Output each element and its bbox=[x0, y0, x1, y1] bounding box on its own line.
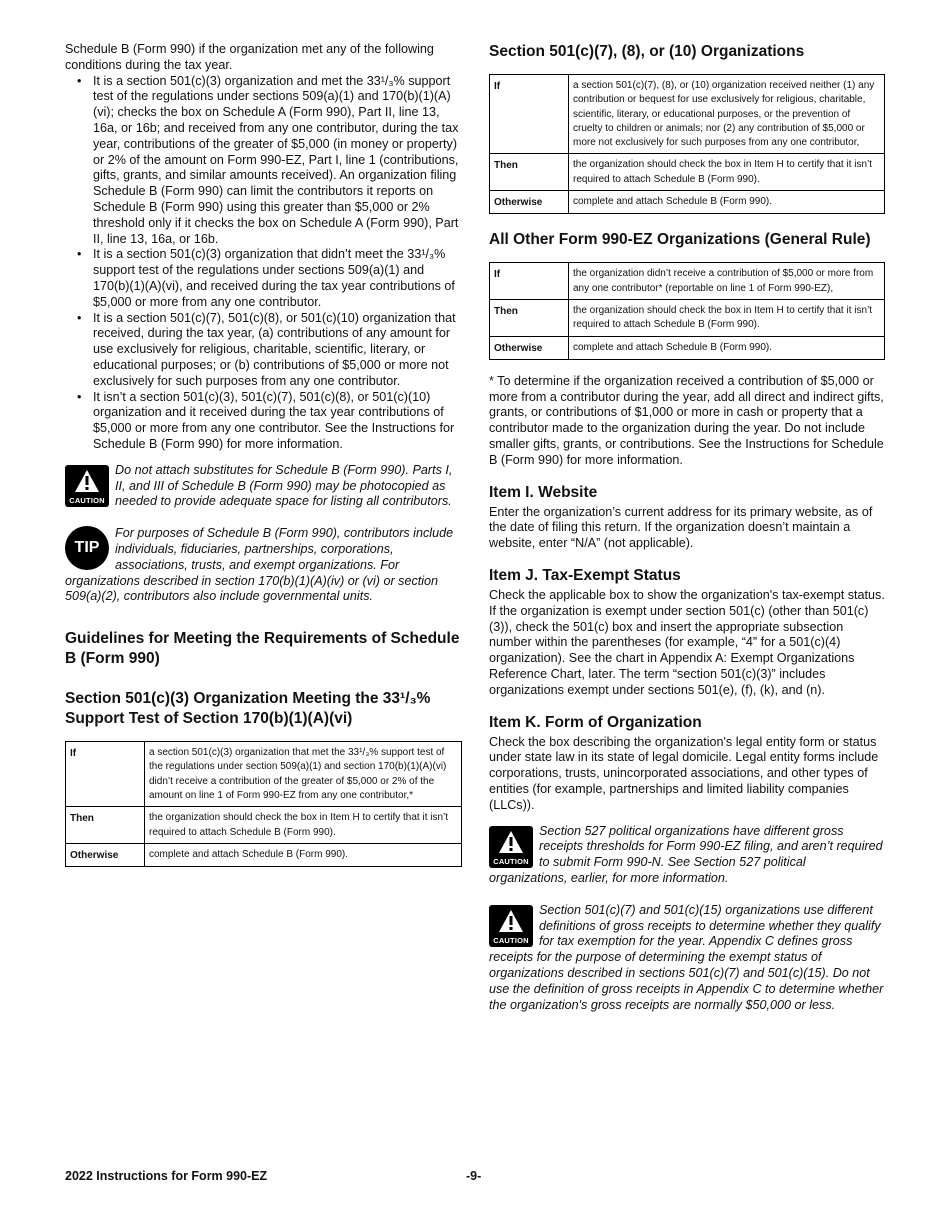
501c3-if-then-table bbox=[65, 741, 462, 867]
list-item: • It is a section 501(c)(3) organization and met the 33¹/₃% support test of the regulations under sections 509(a)(1) and 170(b)(1)(A)(vi); checks the box on Schedule A (Form 990), Part II, line 13, 16a, or 16b; and received from any one contributor, during the tax year, contributions of the greater of $5,000 (in money or property) or 2% of the amount on Form 990-EZ, Part I, line 1 (contributions, gifts, grants, and similar amounts received). An organization filing Schedule B (Form 990) can limit the contributors it reports on Schedule B (Form 990) using this greater than $5,000 or 2% threshold only if it checks the box on Schedule A (Form 990), Part II, line 13, 16a, or 16b. bbox=[93, 74, 462, 248]
all-other-heading: All Other Form 990-EZ Organizations (General Rule) bbox=[489, 231, 871, 249]
if-text: the organization didn’t receive a contribution of $5,000 or more from any one contributor* (reportable on line 1 of Form 990-EZ), bbox=[569, 263, 885, 300]
then-text: the organization should check the box in Item H to certify that it isn’t required to attach Schedule B (Form 990). bbox=[145, 807, 462, 844]
item-j-heading: Item J. Tax-Exempt Status bbox=[489, 567, 681, 585]
if-label: If bbox=[66, 742, 145, 807]
section-501c7-heading: Section 501(c)(7), (8), or (10) Organizations bbox=[489, 43, 805, 60]
otherwise-label: Otherwise bbox=[490, 191, 569, 214]
item-k-text: Check the box describing the organization's legal entity form or status under state law in its state of legal domicile. Legal entity forms include corporations, trusts, unincorporated associations, and other types of entities (for example, partnerships and limited liability companies (LLCs)). bbox=[489, 734, 879, 812]
page-number: -9- bbox=[466, 1169, 482, 1183]
otherwise-text: complete and attach Schedule B (Form 990). bbox=[145, 843, 462, 866]
if-label: If bbox=[490, 75, 569, 154]
caution-icon bbox=[65, 465, 109, 507]
caution-note-text: Do not attach substitutes for Schedule B (Form 990). Parts I, II, and III of Schedule B (Form 990) may be photocopied as needed to provide adequate space for listing all contributors. bbox=[115, 462, 453, 509]
list-item: • It isn’t a section 501(c)(3), 501(c)(7), 501(c)(8), or 501(c)(10) organization and it received during the tax year contributions of $5,000 or more from any one contributor. See the Instructions for Schedule B (Form 990) for more information. bbox=[93, 390, 462, 453]
tip-label: TIP bbox=[74, 539, 100, 557]
caution-label: CAUTION bbox=[493, 856, 529, 866]
item-k-heading: Item K. Form of Organization bbox=[489, 713, 702, 731]
then-label: Then bbox=[490, 299, 569, 336]
then-label: Then bbox=[490, 154, 569, 191]
caution-527-text: Section 527 political organizations have different gross receipts thresholds for Form 990-EZ filing, and aren’t required to submit Form 990-N. See Section 527 political organizations, earlier, for more information. bbox=[489, 823, 883, 885]
caution-501c7-block bbox=[489, 903, 885, 1014]
tip-icon bbox=[65, 526, 109, 570]
then-label: Then bbox=[66, 807, 145, 844]
tip-note-block bbox=[65, 526, 462, 605]
table-row bbox=[490, 154, 885, 191]
otherwise-text: complete and attach Schedule B (Form 990). bbox=[569, 336, 885, 359]
table-row bbox=[490, 336, 885, 359]
table-row bbox=[66, 843, 462, 866]
conditions-list bbox=[65, 74, 462, 453]
otherwise-label: Otherwise bbox=[490, 336, 569, 359]
footer-title: 2022 Instructions for Form 990-EZ bbox=[65, 1169, 268, 1183]
item-i-heading: Item I. Website bbox=[489, 483, 598, 501]
table-row bbox=[490, 75, 885, 154]
if-label: If bbox=[490, 263, 569, 300]
501c7-if-then-table bbox=[489, 74, 885, 214]
footnote: * To determine if the organization received a contribution of $5,000 or more from a contributor during the year, add all direct and indirect gifts, grants, or contributions of $1,000 or more in cash or property that a contributor made to the organization during the year. Do not include smaller gifts, grants, or contributions. See the Instructions for Schedule B (Form 990) for more information. bbox=[489, 373, 884, 467]
item-i-text: Enter the organization’s current address for its primary website, as of the date of filing this return. If the organization doesn’t maintain a website, enter “N/A” (not applicable). bbox=[489, 504, 873, 551]
caution-527-block bbox=[489, 824, 885, 887]
intro-paragraph: Schedule B (Form 990) if the organization met any of the following conditions during the tax year. bbox=[65, 42, 434, 72]
table-row bbox=[490, 263, 885, 300]
caution-label: CAUTION bbox=[69, 495, 105, 505]
otherwise-text: complete and attach Schedule B (Form 990). bbox=[569, 191, 885, 214]
list-item: • It is a section 501(c)(3) organization that didn’t meet the 33¹/₃% support test of the regulations under sections 509(a)(1) and 170(b)(1)(A)(vi), and received during the tax year contributions of $5,000 or more from any one contributor. bbox=[93, 247, 462, 310]
if-text: a section 501(c)(3) organization that met the 33¹/₃% support test of the regulations under section 509(a)(1) and section 170(b)(1)(A)(vi) didn’t receive a contribution of the greater of $5,000 or 2% of the amount on line 1 of Form 990-EZ from any one contributor,* bbox=[145, 742, 462, 807]
caution-icon bbox=[489, 905, 533, 947]
if-text: a section 501(c)(7), (8), or (10) organization received neither (1) any contribution or bequest for use exclusively for religious, charitable, scientific, literary, or educational purposes, or the prevention of cruelty to children or animals; nor (2) any contribution of $5,000 or more not exclusively for such purposes from any one contributor, bbox=[569, 75, 885, 154]
then-text: the organization should check the box in Item H to certify that it isn’t required to attach Schedule B (Form 990). bbox=[569, 154, 885, 191]
item-j-text: Check the applicable box to show the organization's tax-exempt status. If the organization is exempt under section 501(c) (other than 501(c)(3)), check the 501(c) box and insert the appropriate subsection number within the parentheses (for example, “4” for a 501(c)(4) organization). See the chart in Appendix A: Exempt Organizations Reference Chart, later. The term “section 501(c)(3)” includes organizations exempt under sections 501(e), (f), (k), and (n). bbox=[489, 588, 885, 697]
table-row bbox=[66, 807, 462, 844]
table-row bbox=[66, 742, 462, 807]
section-501c3-heading: Section 501(c)(3) Organization Meeting the 33¹/₃% Support Test of Section 170(b)(1)(A)(vi) bbox=[65, 690, 431, 728]
general-rule-if-then-table bbox=[489, 262, 885, 359]
table-row bbox=[490, 191, 885, 214]
tip-note-text: For purposes of Schedule B (Form 990), contributors include individuals, fiduciaries, partnerships, corporations, associations, trusts, and exempt organizations. For organizations described in section 170(b)(1)(A)(iv) or (vi) or section 509(a)(2), contributors also include governmental units. bbox=[65, 526, 454, 604]
table-row bbox=[490, 299, 885, 336]
otherwise-label: Otherwise bbox=[66, 843, 145, 866]
caution-icon bbox=[489, 826, 533, 868]
caution-501c7-text: Section 501(c)(7) and 501(c)(15) organizations use different definitions of gross receipts to determine whether they qualify for tax exemption for the year. Appendix C defines gross receipts for the purpose of determining the exempt status of organizations described in sections 501(c)(7) and 501(c)(15). Do not use the definition of gross receipts in Appendix C to determine whether the organization's gross receipts are normally $50,000 or less. bbox=[489, 902, 884, 1012]
list-item: • It is a section 501(c)(7), 501(c)(8), or 501(c)(10) organization that received, during the tax year, (a) contributions of any amount for use exclusively for religious, charitable, scientific, literary, or educational purposes; or (b) contributions of $5,000 or more not exclusively for such purposes from any one contributor. bbox=[93, 311, 462, 390]
left-column bbox=[65, 42, 462, 867]
caution-label: CAUTION bbox=[493, 935, 529, 945]
right-column bbox=[489, 42, 885, 1013]
then-text: the organization should check the box in Item H to certify that it isn’t required to attach Schedule B (Form 990). bbox=[569, 299, 885, 336]
guidelines-heading: Guidelines for Meeting the Requirements of Schedule B (Form 990) bbox=[65, 630, 460, 668]
caution-note-block bbox=[65, 463, 462, 510]
